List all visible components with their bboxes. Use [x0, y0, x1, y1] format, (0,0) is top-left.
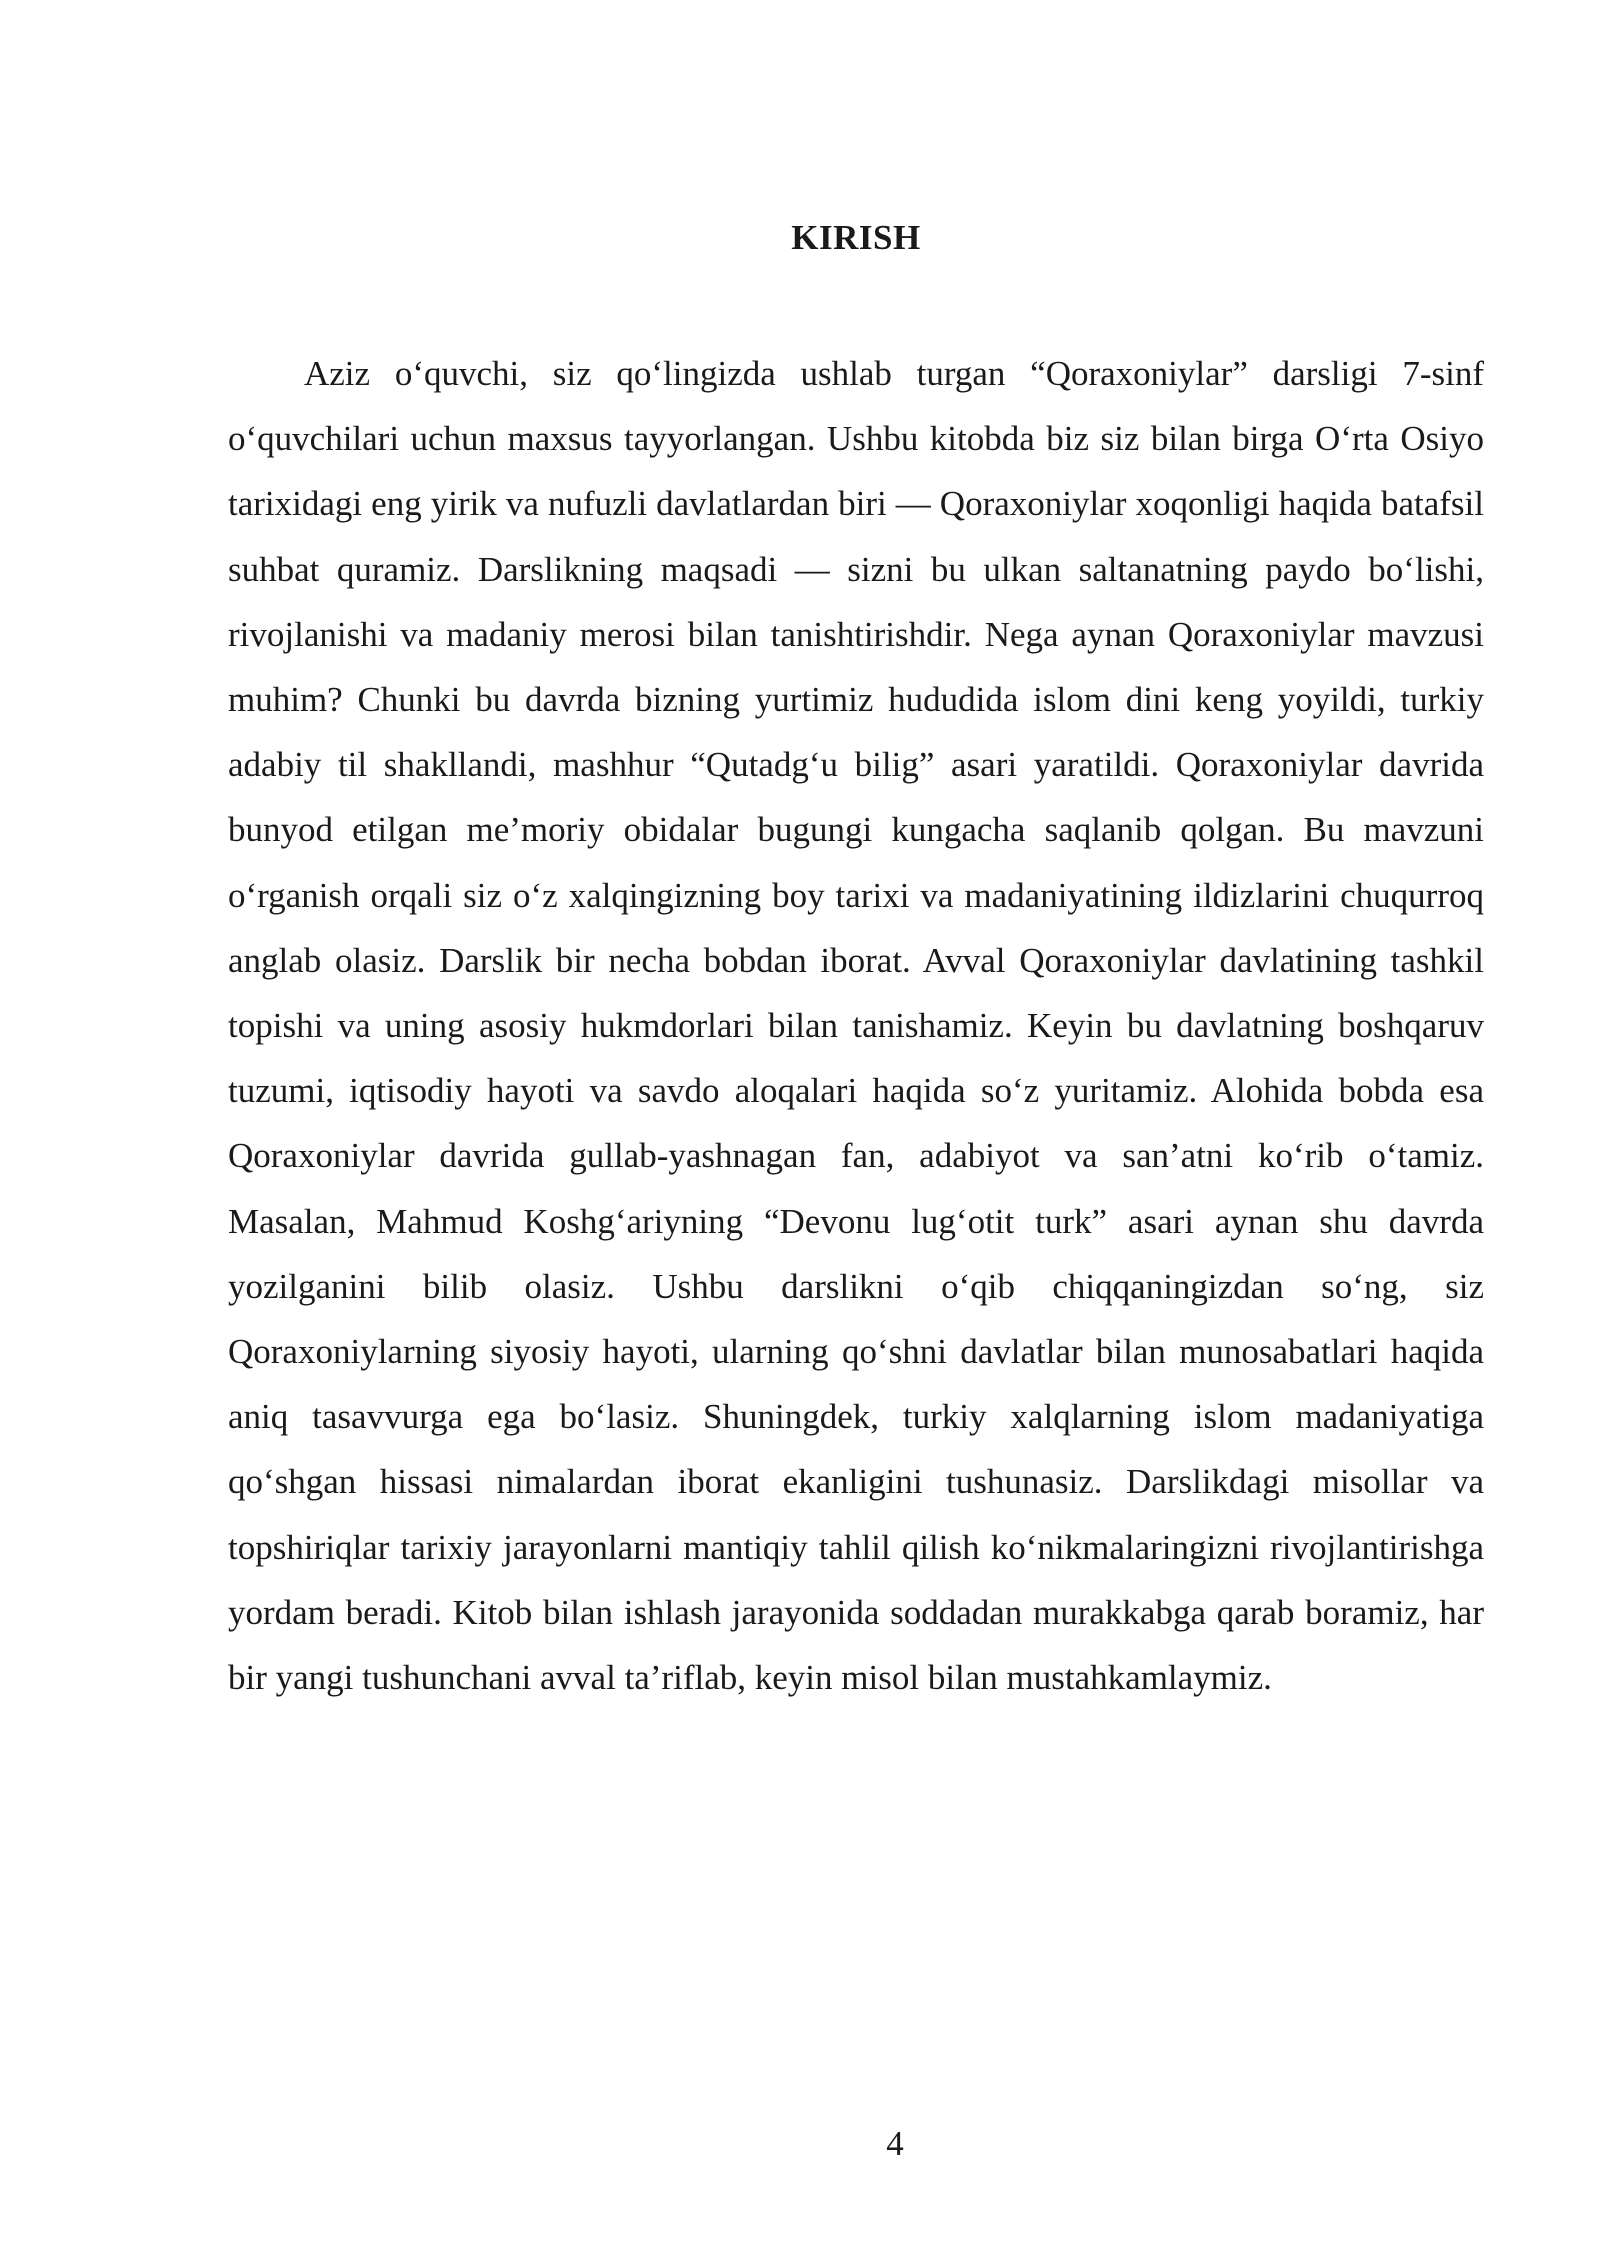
body-paragraph: Aziz o‘quvchi, siz qo‘lingizda ushlab turgan “Qoraxoniylar” darsligi 7-sinf o‘quvchilari uchun maxsus tayyorlangan. Ushbu kitobda biz siz bilan birga O‘rta Osiyo tarixidagi eng yirik va nufuzli davlatlardan biri — Qoraxoniylar xoqonligi haqida batafsil suhbat quramiz. Darslikning maqsadi — sizni bu ulkan saltanatning paydo bo‘lishi, rivojlanishi va madaniy merosi bilan tanishtirishdir. Nega aynan Qoraxoniylar mavzusi muhim? Chunki bu davrda bizning yurtimiz hududida islom dini keng yoyildi, turkiy adabiy til shakllandi, mashhur “Qutadg‘u bilig” asari yaratildi. Qoraxoniylar davrida bunyod etilgan me’moriy obidalar bugungi kungacha saqlanib qolgan. Bu mavzuni o‘rganish orqali siz o‘z xalqingizning boy tarixi va madaniyatining ildizlarini chuqurroq anglab olasiz. Darslik bir necha bobdan iborat. Avval Qoraxoniylar davlatining tashkil topishi va uning asosiy hukmdorlari bilan tanishamiz. Keyin bu davlatning boshqaruv tuzumi, iqtisodiy hayoti va savdo aloqalari haqida so‘z yuritamiz. Alohida bobda esa Qoraxoniylar davrida gullab-yashnagan fan, adabiyot va san’atni ko‘rib o‘tamiz. Masalan, Mahmud Koshg‘ariyning “Devonu lug‘otit turk” asari aynan shu davrda yozilganini bilib olasiz. Ushbu darslikni o‘qib chiqqaningizdan so‘ng, siz Qoraxoniylarning siyosiy hayoti, ularning qo‘shni davlatlar bilan munosabatlari haqida aniq tasavvurga ega bo‘lasiz. Shuningdek, turkiy xalqlarning islom madaniyatiga qo‘shgan hissasi nimalardan iborat ekanligini tushunasiz. Darslikdagi misollar va topshiriqlar tarixiy jarayonlarni mantiqiy tahlil qilish ko‘nikmalaringizni rivojlantirishga yordam beradi. Kitob bilan ishlash jarayonida soddadan murakkabga qarab boramiz, har bir yangi tushunchani avval ta’riflab, keyin misol bilan mustahkamlaymiz.	[228, 354, 1484, 1698]
chapter-title: KIRISH	[791, 218, 921, 257]
page-number: 4	[886, 2124, 904, 2163]
